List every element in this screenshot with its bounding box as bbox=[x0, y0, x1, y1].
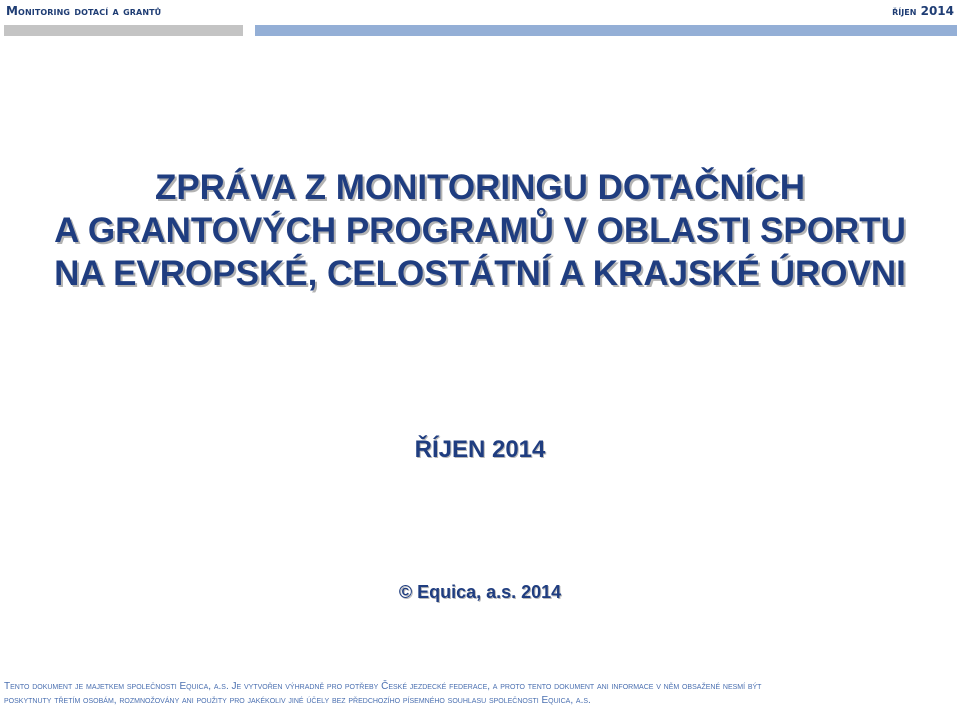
header-bar-gray bbox=[4, 25, 243, 36]
document-date: ŘÍJEN 2014 bbox=[414, 436, 546, 463]
copyright-notice: © Equica, a.s. 2014 bbox=[398, 582, 562, 602]
footer-disclaimer bbox=[4, 680, 956, 708]
title-line-2: A GRANTOVÝCH PROGRAMŮ V OBLASTI SPORTU bbox=[54, 211, 906, 250]
header-bar-blue bbox=[255, 25, 957, 36]
header-right-date: říjen 2014 bbox=[892, 4, 954, 18]
title-line-1: ZPRÁVA Z MONITORINGU DOTAČNÍCH bbox=[154, 168, 806, 207]
header-left-title: Monitoring dotací a grantů bbox=[6, 4, 162, 18]
title-line-3: NA EVROPSKÉ, CELOSTÁTNÍ A KRAJSKÉ ÚROVNI bbox=[54, 254, 906, 293]
footer-line-1: Tento dokument je majetkem společnosti Equica, a.s. Je vytvořen výhradně pro potřeby České jezdecké federace, a proto tento dokument ani informace v něm obsažené nesmí být bbox=[4, 681, 762, 692]
footer-line-2: poskytnuty třetím osobám, rozmnožovány ani použity pro jakékoliv jiné účely bez předchozího písemného souhlasu společnosti Equica, a.s. bbox=[4, 695, 591, 706]
document-title bbox=[0, 166, 960, 295]
